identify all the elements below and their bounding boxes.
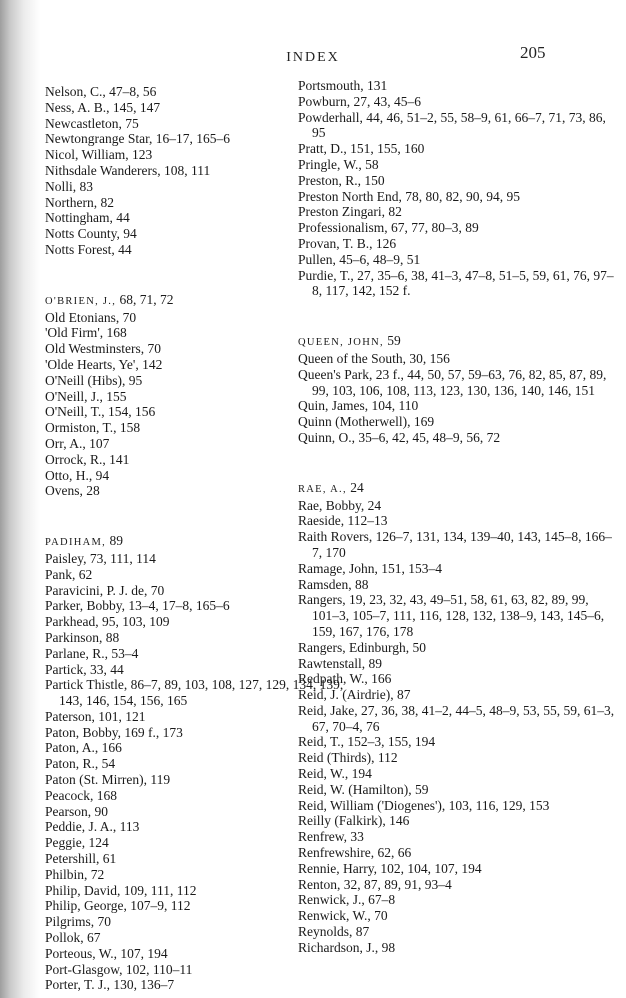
index-entry: Pollok, 67	[45, 930, 101, 946]
index-entry: Reid, William ('Diogenes'), 103, 116, 129, 153	[298, 797, 550, 813]
index-entry: Reid, T., 152–3, 155, 194	[298, 734, 436, 750]
index-entry: Preston Zingari, 82	[298, 204, 402, 220]
index-entry: Notts Forest, 44	[45, 241, 132, 257]
index-entry: Reilly (Falkirk), 146	[298, 813, 410, 829]
index-entry: Paisley, 73, 111, 114	[45, 550, 156, 566]
index-entry: Nottingham, 44	[45, 210, 130, 226]
index-entry: Nolli, 83	[45, 178, 94, 194]
index-entry: Rangers, 19, 23, 32, 43, 49–51, 58, 61, 63, 82, 89, 99, 101–3, 105–7, 111, 116, 128, 132, 138–9, 143, 145–6, 159, 167, 176, 178	[298, 592, 605, 639]
index-section-r	[298, 480, 618, 956]
index-entry: Reid (Thirds), 112	[298, 750, 398, 766]
index-entry: Pilgrims, 70	[45, 914, 112, 930]
index-entry: Partick Thistle, 86–7, 89, 103, 108, 127, 129, 134, 139, 143, 146, 154, 156, 165	[45, 677, 344, 709]
index-entry: Pearson, 90	[45, 803, 108, 819]
index-entry: Renwick, W., 70	[298, 908, 388, 924]
index-entry: Peddie, J. A., 113	[45, 819, 140, 835]
index-entry: Rangers, Edinburgh, 50	[298, 639, 426, 655]
index-entry: O'Neill, T., 154, 156	[45, 404, 156, 420]
right-index-column	[298, 78, 618, 956]
index-entry: O'Neill (Hibs), 95	[45, 372, 143, 388]
index-entry: QUEEN, JOHN, 59	[298, 333, 401, 349]
index-entry: Paterson, 101, 121	[45, 708, 146, 724]
index-entry: Ramsden, 88	[298, 576, 369, 592]
page-number: 205	[520, 43, 546, 62]
index-entry: Orr, A., 107	[45, 435, 110, 451]
index-entry: Paravicini, P. J. de, 70	[45, 582, 165, 598]
index-entry: Paton, A., 166	[45, 740, 122, 756]
index-entry: Old Westminsters, 70	[45, 341, 162, 357]
index-entry: Preston, R., 150	[298, 172, 385, 188]
index-entry: Reid, J. (Airdrie), 87	[298, 687, 411, 703]
index-entry: Quin, James, 104, 110	[298, 398, 419, 414]
index-entry: Porter, T. J., 130, 136–7	[45, 977, 175, 993]
index-entry: Queen's Park, 23 f., 44, 50, 57, 59–63, 76, 82, 85, 87, 89, 99, 103, 106, 108, 113, 123, 130, 136, 140, 146, 151	[298, 366, 607, 398]
index-entry: Nithsdale Wanderers, 108, 111	[45, 162, 211, 178]
index-entry: Quinn (Motherwell), 169	[298, 414, 435, 430]
index-entry: Renwick, J., 67–8	[298, 892, 396, 908]
index-entry: Paton, Bobby, 169 f., 173	[45, 724, 183, 740]
index-entry: Nelson, C., 47–8, 56	[45, 84, 157, 99]
index-entry: Raith Rovers, 126–7, 131, 134, 139–40, 143, 145–8, 166–7, 170	[298, 529, 612, 560]
index-entry: Rennie, Harry, 102, 104, 107, 194	[298, 860, 482, 876]
index-entry: Pratt, D., 151, 155, 160	[298, 141, 425, 157]
index-entry: Pank, 62	[45, 566, 93, 582]
index-entry: Parkinson, 88	[45, 629, 120, 645]
index-entry: Professionalism, 67, 77, 80–3, 89	[298, 220, 479, 236]
index-entry: Ovens, 28	[45, 483, 100, 499]
index-entry: O'BRIEN, J., 68, 71, 72	[45, 291, 174, 307]
running-header: INDEX	[286, 50, 340, 65]
index-entry: Reynolds, 87	[298, 924, 370, 940]
index-entry: Newtongrange Star, 16–17, 165–6	[45, 131, 231, 147]
index-entry: Quinn, O., 35–6, 42, 45, 48–9, 56, 72	[298, 429, 501, 445]
section-spacer	[298, 299, 618, 333]
index-entry: Peacock, 168	[45, 787, 117, 803]
index-entry: Queen of the South, 30, 156	[298, 350, 450, 366]
index-entry: Partick, 33, 44	[45, 661, 124, 677]
index-entry: Old Etonians, 70	[45, 309, 137, 325]
index-entry: Purdie, T., 27, 35–6, 38, 41–3, 47–8, 51–5, 59, 61, 76, 97–8, 117, 142, 152 f.	[298, 267, 614, 299]
index-entry: RAE, A., 24	[298, 479, 364, 495]
index-entry: Port-Glasgow, 102, 110–11	[45, 961, 193, 977]
index-entry: Northern, 82	[45, 194, 114, 210]
index-entry: Philip, David, 109, 111, 112	[45, 882, 197, 898]
index-entry: Portsmouth, 131	[298, 78, 388, 93]
index-entry: Ramage, John, 151, 153–4	[298, 560, 442, 576]
index-entry: Pringle, W., 58	[298, 156, 379, 172]
index-entry: Parker, Bobby, 13–4, 17–8, 165–6	[45, 598, 230, 614]
index-entry: Peggie, 124	[45, 835, 109, 851]
index-entry: Paton (St. Mirren), 119	[45, 772, 171, 788]
index-entry: Newcastleton, 75	[45, 115, 139, 131]
index-section-q	[298, 333, 618, 446]
index-entry: Reid, W. (Hamilton), 59	[298, 781, 429, 797]
index-entry: Richardson, J., 98	[298, 939, 396, 955]
index-entry: Philbin, 72	[45, 866, 105, 882]
section-spacer	[298, 446, 618, 480]
index-entry: Rae, Bobby, 24	[298, 497, 382, 513]
binding-shadow	[0, 0, 40, 998]
index-entry: Parkhead, 95, 103, 109	[45, 614, 170, 630]
index-entry: O'Neill, J., 155	[45, 388, 127, 404]
index-entry: Nicol, William, 123	[45, 147, 153, 163]
index-entry: Notts County, 94	[45, 226, 137, 242]
index-entry: Powburn, 27, 43, 45–6	[298, 93, 422, 109]
index-entry: PADIHAM, 89	[45, 533, 123, 549]
index-entry: Raeside, 112–13	[298, 513, 388, 529]
index-entry: Ness, A. B., 145, 147	[45, 99, 161, 115]
index-entry: Ormiston, T., 158	[45, 420, 141, 436]
index-entry: Pullen, 45–6, 48–9, 51	[298, 251, 421, 267]
index-entry: Paton, R., 54	[45, 756, 116, 772]
index-entry: Otto, H., 94	[45, 467, 110, 483]
index-entry: 'Old Firm', 168	[45, 325, 127, 341]
index-entry: Powderhall, 44, 46, 51–2, 55, 58–9, 61, 66–7, 71, 73, 86, 95	[298, 109, 606, 141]
index-entry: Parlane, R., 53–4	[45, 645, 139, 661]
index-entry: Orrock, R., 141	[45, 451, 130, 467]
index-section-p-cont	[298, 78, 618, 299]
index-entry: Redpath, W., 166	[298, 671, 392, 687]
index-entry: Provan, T. B., 126	[298, 235, 397, 251]
index-entry: Renfrew, 33	[298, 829, 364, 845]
index-entry: Porteous, W., 107, 194	[45, 945, 168, 961]
index-entry: Renton, 32, 87, 89, 91, 93–4	[298, 876, 452, 892]
index-entry: Reid, W., 194	[298, 766, 372, 782]
index-entry: Reid, Jake, 27, 36, 38, 41–2, 44–5, 48–9, 53, 55, 59, 61–3, 67, 70–4, 76	[298, 702, 615, 734]
index-entry: Petershill, 61	[45, 851, 117, 867]
index-entry: Preston North End, 78, 80, 82, 90, 94, 95	[298, 188, 520, 204]
index-entry: Rawtenstall, 89	[298, 655, 382, 671]
index-entry: Renfrewshire, 62, 66	[298, 845, 412, 861]
index-entry: Philip, George, 107–9, 112	[45, 898, 191, 914]
index-entry: 'Olde Hearts, Ye', 142	[45, 356, 163, 372]
